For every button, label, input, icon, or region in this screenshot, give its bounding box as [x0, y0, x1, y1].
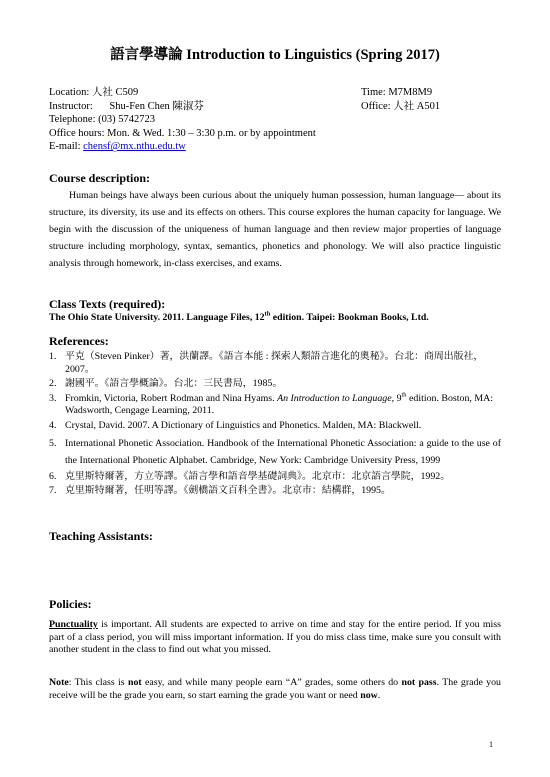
punctuality-term: Punctuality	[49, 619, 98, 630]
punctuality-text: is important. All students are expected to arrive on time and stay for the entire period. If you miss part of a class period, you will miss important information. If you do miss class time, make sure you consult with another student in the class to find out what you missed.	[49, 619, 501, 656]
time-field	[361, 86, 432, 100]
class-text-sup: th	[264, 310, 271, 318]
reference-number: 1.	[49, 351, 57, 362]
reference-text: , 9	[391, 392, 402, 404]
note-emphasis: now	[360, 689, 378, 701]
class-text-part: The Ohio State University. 2011. Language Files, 12	[49, 312, 265, 323]
office-label: Office:	[361, 100, 391, 112]
reference-number: 7.	[49, 485, 57, 497]
reference-text: 謝國平。《語言學概論》。台北：三民書局，1985。	[65, 378, 283, 390]
reference-text: 克里斯特爾著，任明等譯。《劍橋語文百科全書》。北京市：結構群，1995。	[65, 485, 391, 497]
reference-item	[49, 420, 501, 433]
email-row	[49, 140, 501, 154]
references-list	[49, 351, 501, 500]
note-paragraph	[49, 677, 501, 702]
reference-text: 平克（Steven Pinker）著，洪蘭譯。《語言本能 : 探索人類語言進化的奧秘》。台北：商周出版社，2007。	[65, 351, 484, 375]
reference-number: 2.	[49, 378, 57, 390]
note-text: .	[377, 689, 381, 701]
teaching-assistants-heading: Teaching Assistants:	[49, 529, 153, 543]
note-emphasis: not	[127, 677, 142, 688]
note-emphasis: not pass	[401, 677, 437, 688]
note-text: : This class is	[68, 677, 128, 688]
time-label: Time:	[361, 87, 386, 98]
reference-item	[49, 378, 501, 391]
course-info	[49, 86, 501, 154]
telephone-value: (03) 5742723	[98, 114, 155, 126]
note-text: . The grade you receive will be the grade you earn, so start earning the grade you want or need	[49, 677, 501, 701]
course-description-text: Human beings have always been curious about the uniquely human possession, human language— about its structure, its diversity, its use and its effects on others. This course explores the human capacity for language. We begin with the discussion of the uniqueness of human language and then review major properties of language structure including morphology, syntax, semantics, phonetics and phonology. We will also practice linguistic analysis through homework, in-class exercises, and exams.	[49, 190, 501, 269]
reference-item	[49, 393, 501, 418]
instructor-row	[49, 100, 501, 114]
note-text: easy, and while many people earn “A” grades, some others do	[141, 677, 402, 688]
office-hours-label: Office hours:	[49, 127, 105, 139]
office-value: 人社 A501	[393, 100, 441, 112]
instructor-value: Shu-Fen Chen 陳淑芬	[109, 100, 204, 112]
reference-text: Fromkin, Victoria, Robert Rodman and Nina Hyams.	[65, 392, 278, 404]
reference-number: 6.	[49, 470, 57, 482]
reference-item	[49, 435, 501, 469]
time-value: M7M8M9	[388, 87, 433, 98]
reference-item	[49, 471, 501, 484]
reference-number: 3.	[49, 392, 57, 404]
class-text-part: edition. Taipei: Bookman Books, Ltd.	[270, 312, 429, 323]
class-text-entry	[49, 312, 429, 323]
punctuality-paragraph	[49, 619, 501, 657]
reference-item	[49, 351, 501, 376]
office-field	[361, 100, 440, 114]
reference-text: International Phonetic Association. Handbook of the International Phonetic Association: a guide to the use of the International Phonetic Alphabet. Cambridge, New York: Cambridge University Press, 1999	[65, 437, 501, 466]
office-hours-row	[49, 127, 501, 141]
page-title: 語言學導論 Introduction to Linguistics (Spring 2017)	[110, 47, 440, 63]
reference-book-title: An Introduction to Language	[277, 392, 392, 404]
reference-number: 4.	[49, 419, 57, 431]
references-heading: References:	[49, 334, 109, 348]
location-row	[49, 86, 501, 100]
policies-heading: Policies:	[49, 597, 92, 611]
class-texts-heading: Class Texts (required):	[49, 297, 166, 311]
office-hours-value: Mon. & Wed. 1:30 – 3:30 p.m. or by appointment	[107, 127, 316, 139]
page-number: 1	[489, 740, 493, 749]
reference-text: 克里斯特爾著，方立等譯。《語言學和語音學基礎詞典》。北京市：北京語言學院，1992。	[65, 470, 451, 482]
email-label: E-mail:	[49, 141, 81, 153]
location-label: Location:	[49, 87, 90, 98]
location-value: 人社 C509	[91, 87, 139, 98]
instructor-label: Instructor:	[49, 100, 93, 112]
reference-number: 5.	[49, 437, 57, 449]
reference-sup: th	[401, 391, 407, 399]
telephone-label: Telephone:	[49, 114, 96, 126]
email-link[interactable]: chensf@mx.nthu.edu.tw	[83, 141, 186, 153]
reference-item	[49, 485, 501, 498]
reference-text: Crystal, David. 2007. A Dictionary of Linguistics and Phonetics. Malden, MA: Blackwell.	[65, 419, 422, 431]
course-description-heading: Course description:	[49, 171, 150, 185]
telephone-row	[49, 113, 501, 127]
reference-text: edition. Boston, MA: Wadsworth, Cengage Learning, 2011.	[65, 392, 493, 417]
note-term: Note	[49, 677, 69, 688]
